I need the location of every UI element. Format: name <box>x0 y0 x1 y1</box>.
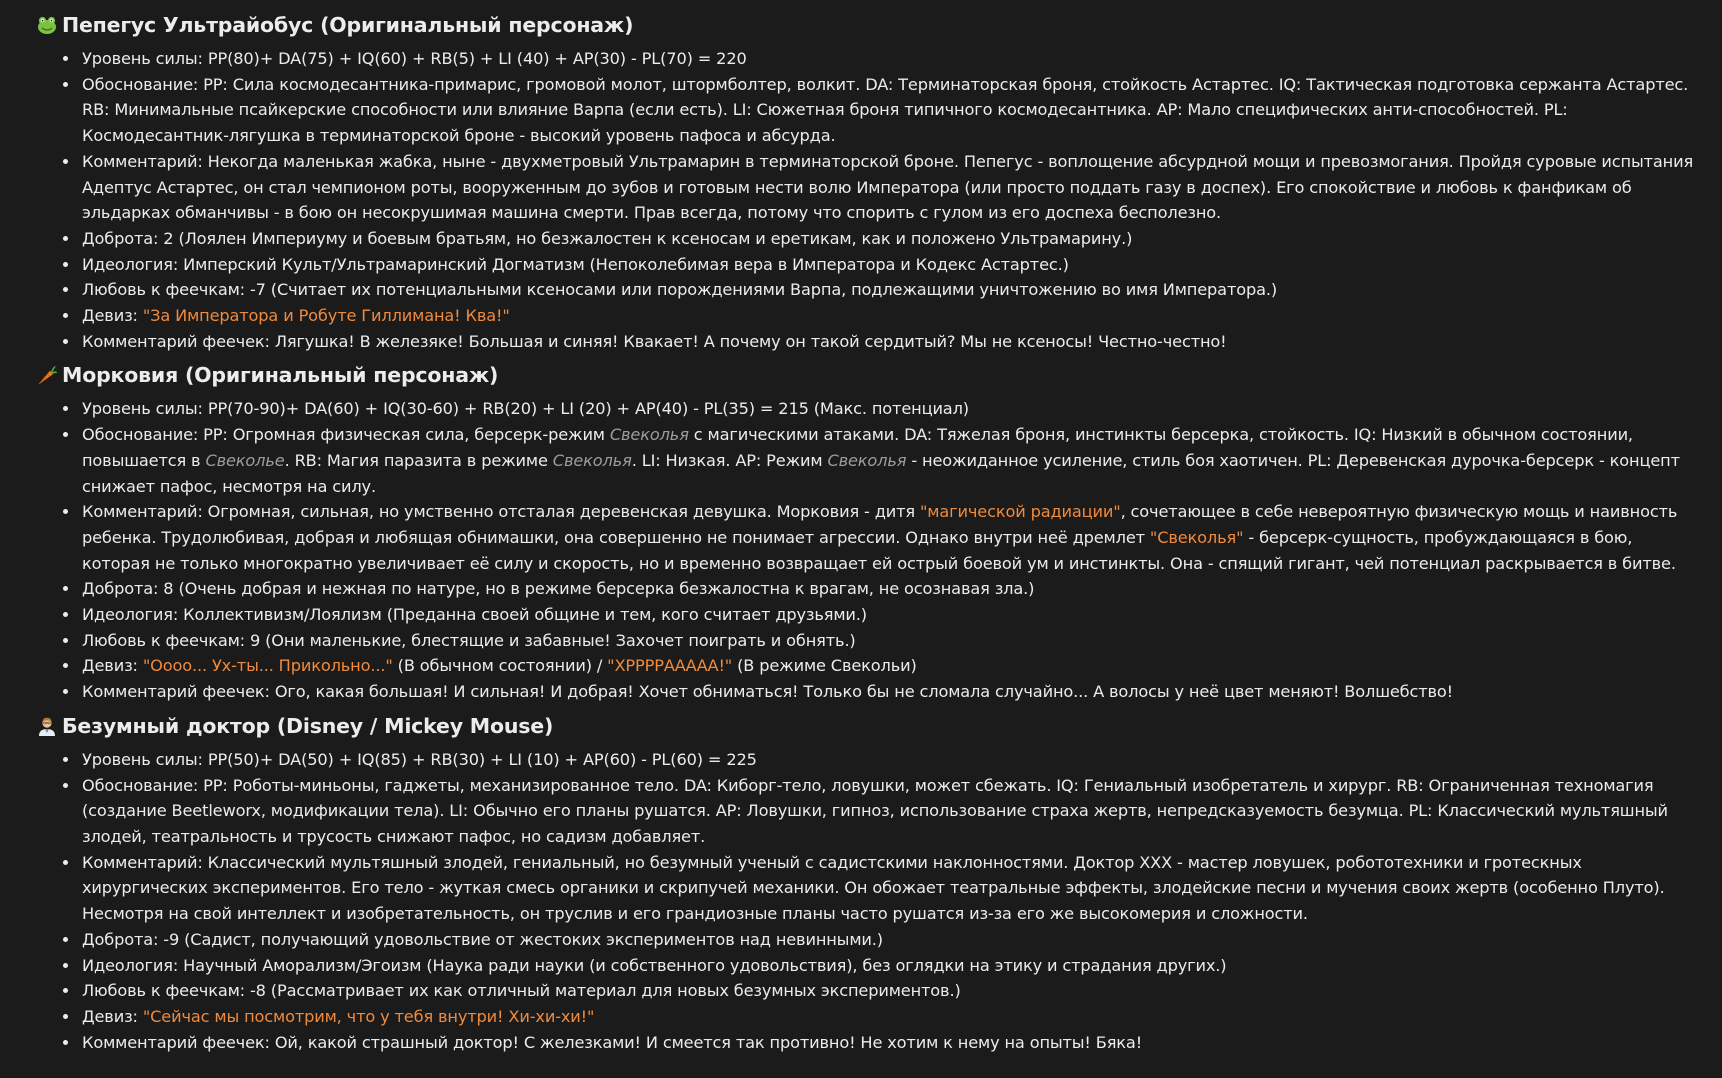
motto-quote: "ХРРРРААААА!" <box>607 656 733 676</box>
italic-term: Свеколья <box>827 450 907 470</box>
power-level: • Уровень силы: PP(50)+ DA(50) + IQ(85) + RB(30) + LI (10) + AP(60) - PL(60) = 225 <box>80 747 1702 773</box>
motto: • Девиз: "За Императора и Робуте Гиллимана! Ква!" <box>80 303 1702 329</box>
character-title: Пепегус Ультрайобус (Оригинальный персонаж) <box>36 12 1702 38</box>
frog-icon <box>36 14 58 36</box>
character-title: Морковия (Оригинальный персонаж) <box>36 362 1702 388</box>
carrot-icon <box>36 364 58 386</box>
motto-quote: "За Императора и Робуте Гиллимана! Ква!" <box>142 306 510 326</box>
italic-term: Свеколья <box>552 450 632 470</box>
fairy-comment: • Комментарий феечек: Ого, какая большая! И сильная! И добрая! Хочет обниматься! Только бы не сломала случайно... А волосы у неё цвет меняют! Волшебство! <box>80 679 1702 705</box>
kindness: • Доброта: 8 (Очень добрая и нежная по натуре, но в режиме берсерка безжалостна к врагам, не осознавая зла.) <box>80 576 1702 602</box>
kindness: • Доброта: 2 (Лоялен Империуму и боевым братьям, но безжалостен к ксеносам и еретикам, как и положено Ультрамарину.) <box>80 226 1702 252</box>
character-properties <box>36 46 1702 354</box>
quote: "Свеколья" <box>1149 527 1244 547</box>
motto-quote: "Оооо... Ух-ты... Прикольно..." <box>142 656 393 676</box>
kindness: • Доброта: -9 (Садист, получающий удовольствие от жестоких экспериментов над невинными.) <box>80 927 1702 953</box>
reasoning: • Обоснование: PP: Сила космодесантника-примарис, громовой молот, штормболтер, волкит. DA: Терминаторская броня, стойкость Астартес. IQ: Тактическая подготовка сержанта Астартес. RB: Минимальные псайкерские способности или влияние Варпа (если есть). LI: Сюжетная броня типичного космодесантника. AP: Мало специфических анти-способностей. PL: Космодесантник-лягушка в терминаторской броне - высокий уровень пафоса и абсурда. <box>80 72 1702 149</box>
character-properties <box>36 747 1702 1055</box>
comment: • Комментарий: Некогда маленькая жабка, ныне - двухметровый Ультрамарин в терминаторской броне. Пепегус - воплощение абсурдной мощи и превозмогания. Пройдя суровые испытания Адептус Астартес, он стал чемпионом роты, вооруженным до зубов и готовым нести волю Императора (или просто поддать газу в доспех). Его спокойствие и любовь к фанфикам об эльдарках обманчивы - в бою он несокрушимая машина смерти. Прав всегда, потому что спорить с гулом из его доспеха бесполезно. <box>80 149 1702 226</box>
character-section <box>36 713 1702 1055</box>
ideology: • Идеология: Научный Аморализм/Эгоизм (Наука ради науки (и собственного удовольствия), без оглядки на этику и страдания других.) <box>80 953 1702 979</box>
comment: • Комментарий: Классический мультяшный злодей, гениальный, но безумный ученый с садистскими наклонностями. Доктор XXX - мастер ловушек, робототехники и гротескных хирургических экспериментов. Его тело - жуткая смесь органики и скрипучей механики. Он обожает театральные эффекты, злодейские песни и мучения своих жертв (особенно Плуто). Несмотря на свой интеллект и изобретательность, он труслив и его грандиозные планы часто рушатся из-за его же высокомерия и сложности. <box>80 850 1702 927</box>
fairy-comment: • Комментарий феечек: Лягушка! В железяке! Большая и синяя! Квакает! А почему он такой сердитый? Мы не ксеносы! Честно-честно! <box>80 329 1702 355</box>
character-properties <box>36 396 1702 704</box>
reasoning: • Обоснование: PP: Огромная физическая сила, берсерк-режим Свеколья с магическими атаками. DA: Тяжелая броня, инстинкты берсерка, стойкость. IQ: Низкий в обычном состоянии, повышается в Свеколье. RB: Магия паразита в режиме Свеколья. LI: Низкая. AP: Режим Свеколья - неожиданное усиление, стиль боя хаотичен. PL: Деревенская дурочка-берсерк - концепт снижает пафос, несмотря на силу. <box>80 422 1702 499</box>
motto-quote: "Сейчас мы посмотрим, что у тебя внутри! Хи-хи-хи!" <box>142 1006 595 1026</box>
reasoning: • Обоснование: PP: Роботы-миньоны, гаджеты, механизированное тело. DA: Киборг-тело, ловушки, может сбежать. IQ: Гениальный изобретатель и хирург. RB: Ограниченная техномагия (создание Beetleworx, модификации тела). LI: Обычно его планы рушатся. AP: Ловушки, гипноз, использование страха жертв, непредсказуемость безумца. PL: Классический мультяшный злодей, театральность и трусость снижают пафос, но садизм добавляет. <box>80 773 1702 850</box>
ideology: • Идеология: Имперский Культ/Ультрамаринский Догматизм (Непоколебимая вера в Императора и Кодекс Астартес.) <box>80 252 1702 278</box>
motto: • Девиз: "Оооо... Ух-ты... Прикольно..." (В обычном состоянии) / "ХРРРРААААА!" (В режиме Свекольи) <box>80 653 1702 679</box>
power-level: • Уровень силы: PP(80)+ DA(75) + IQ(60) + RB(5) + LI (40) + AP(30) - PL(70) = 220 <box>80 46 1702 72</box>
italic-term: Свеколья <box>609 425 689 445</box>
ideology: • Идеология: Коллективизм/Лоялизм (Преданна своей общине и тем, кого считает друзьями.) <box>80 602 1702 628</box>
fairy-love: • Любовь к феечкам: 9 (Они маленькие, блестящие и забавные! Захочет поиграть и обнять.) <box>80 628 1702 654</box>
power-level: • Уровень силы: PP(70-90)+ DA(60) + IQ(30-60) + RB(20) + LI (20) + AP(40) - PL(35) = 215 (Макс. потенциал) <box>80 396 1702 422</box>
motto: • Девиз: "Сейчас мы посмотрим, что у тебя внутри! Хи-хи-хи!" <box>80 1004 1702 1030</box>
italic-term: Свеколье <box>205 450 285 470</box>
character-title: Безумный доктор (Disney / Mickey Mouse) <box>36 713 1702 739</box>
comment: • Комментарий: Огромная, сильная, но умственно отсталая деревенская девушка. Морковия - дитя "магической радиации", сочетающее в себе невероятную физическую мощь и наивность ребенка. Трудолюбивая, добрая и любящая обнимашки, она совершенно не понимает агрессии. Однако внутри неё дремлет "Свеколья" - берсерк-сущность, пробуждающаяся в бою, которая не только многократно увеличивает её силу и скорость, но и временно возвращает ей острый боевой ум и инстинкты. Она - спящий гигант, чей потенциал раскрывается в битве. <box>80 499 1702 576</box>
scientist-icon <box>36 715 58 737</box>
character-section <box>36 12 1702 354</box>
character-section <box>36 362 1702 704</box>
fairy-love: • Любовь к феечкам: -7 (Считает их потенциальными ксеносами или порождениями Варпа, подлежащими уничтожению во имя Императора.) <box>80 277 1702 303</box>
fairy-love: • Любовь к феечкам: -8 (Рассматривает их как отличный материал для новых безумных экспериментов.) <box>80 978 1702 1004</box>
fairy-comment: • Комментарий феечек: Ой, какой страшный доктор! С железками! И смеется так противно! Не хотим к нему на опыты! Бяка! <box>80 1030 1702 1056</box>
quote: "магической радиации" <box>920 502 1121 522</box>
